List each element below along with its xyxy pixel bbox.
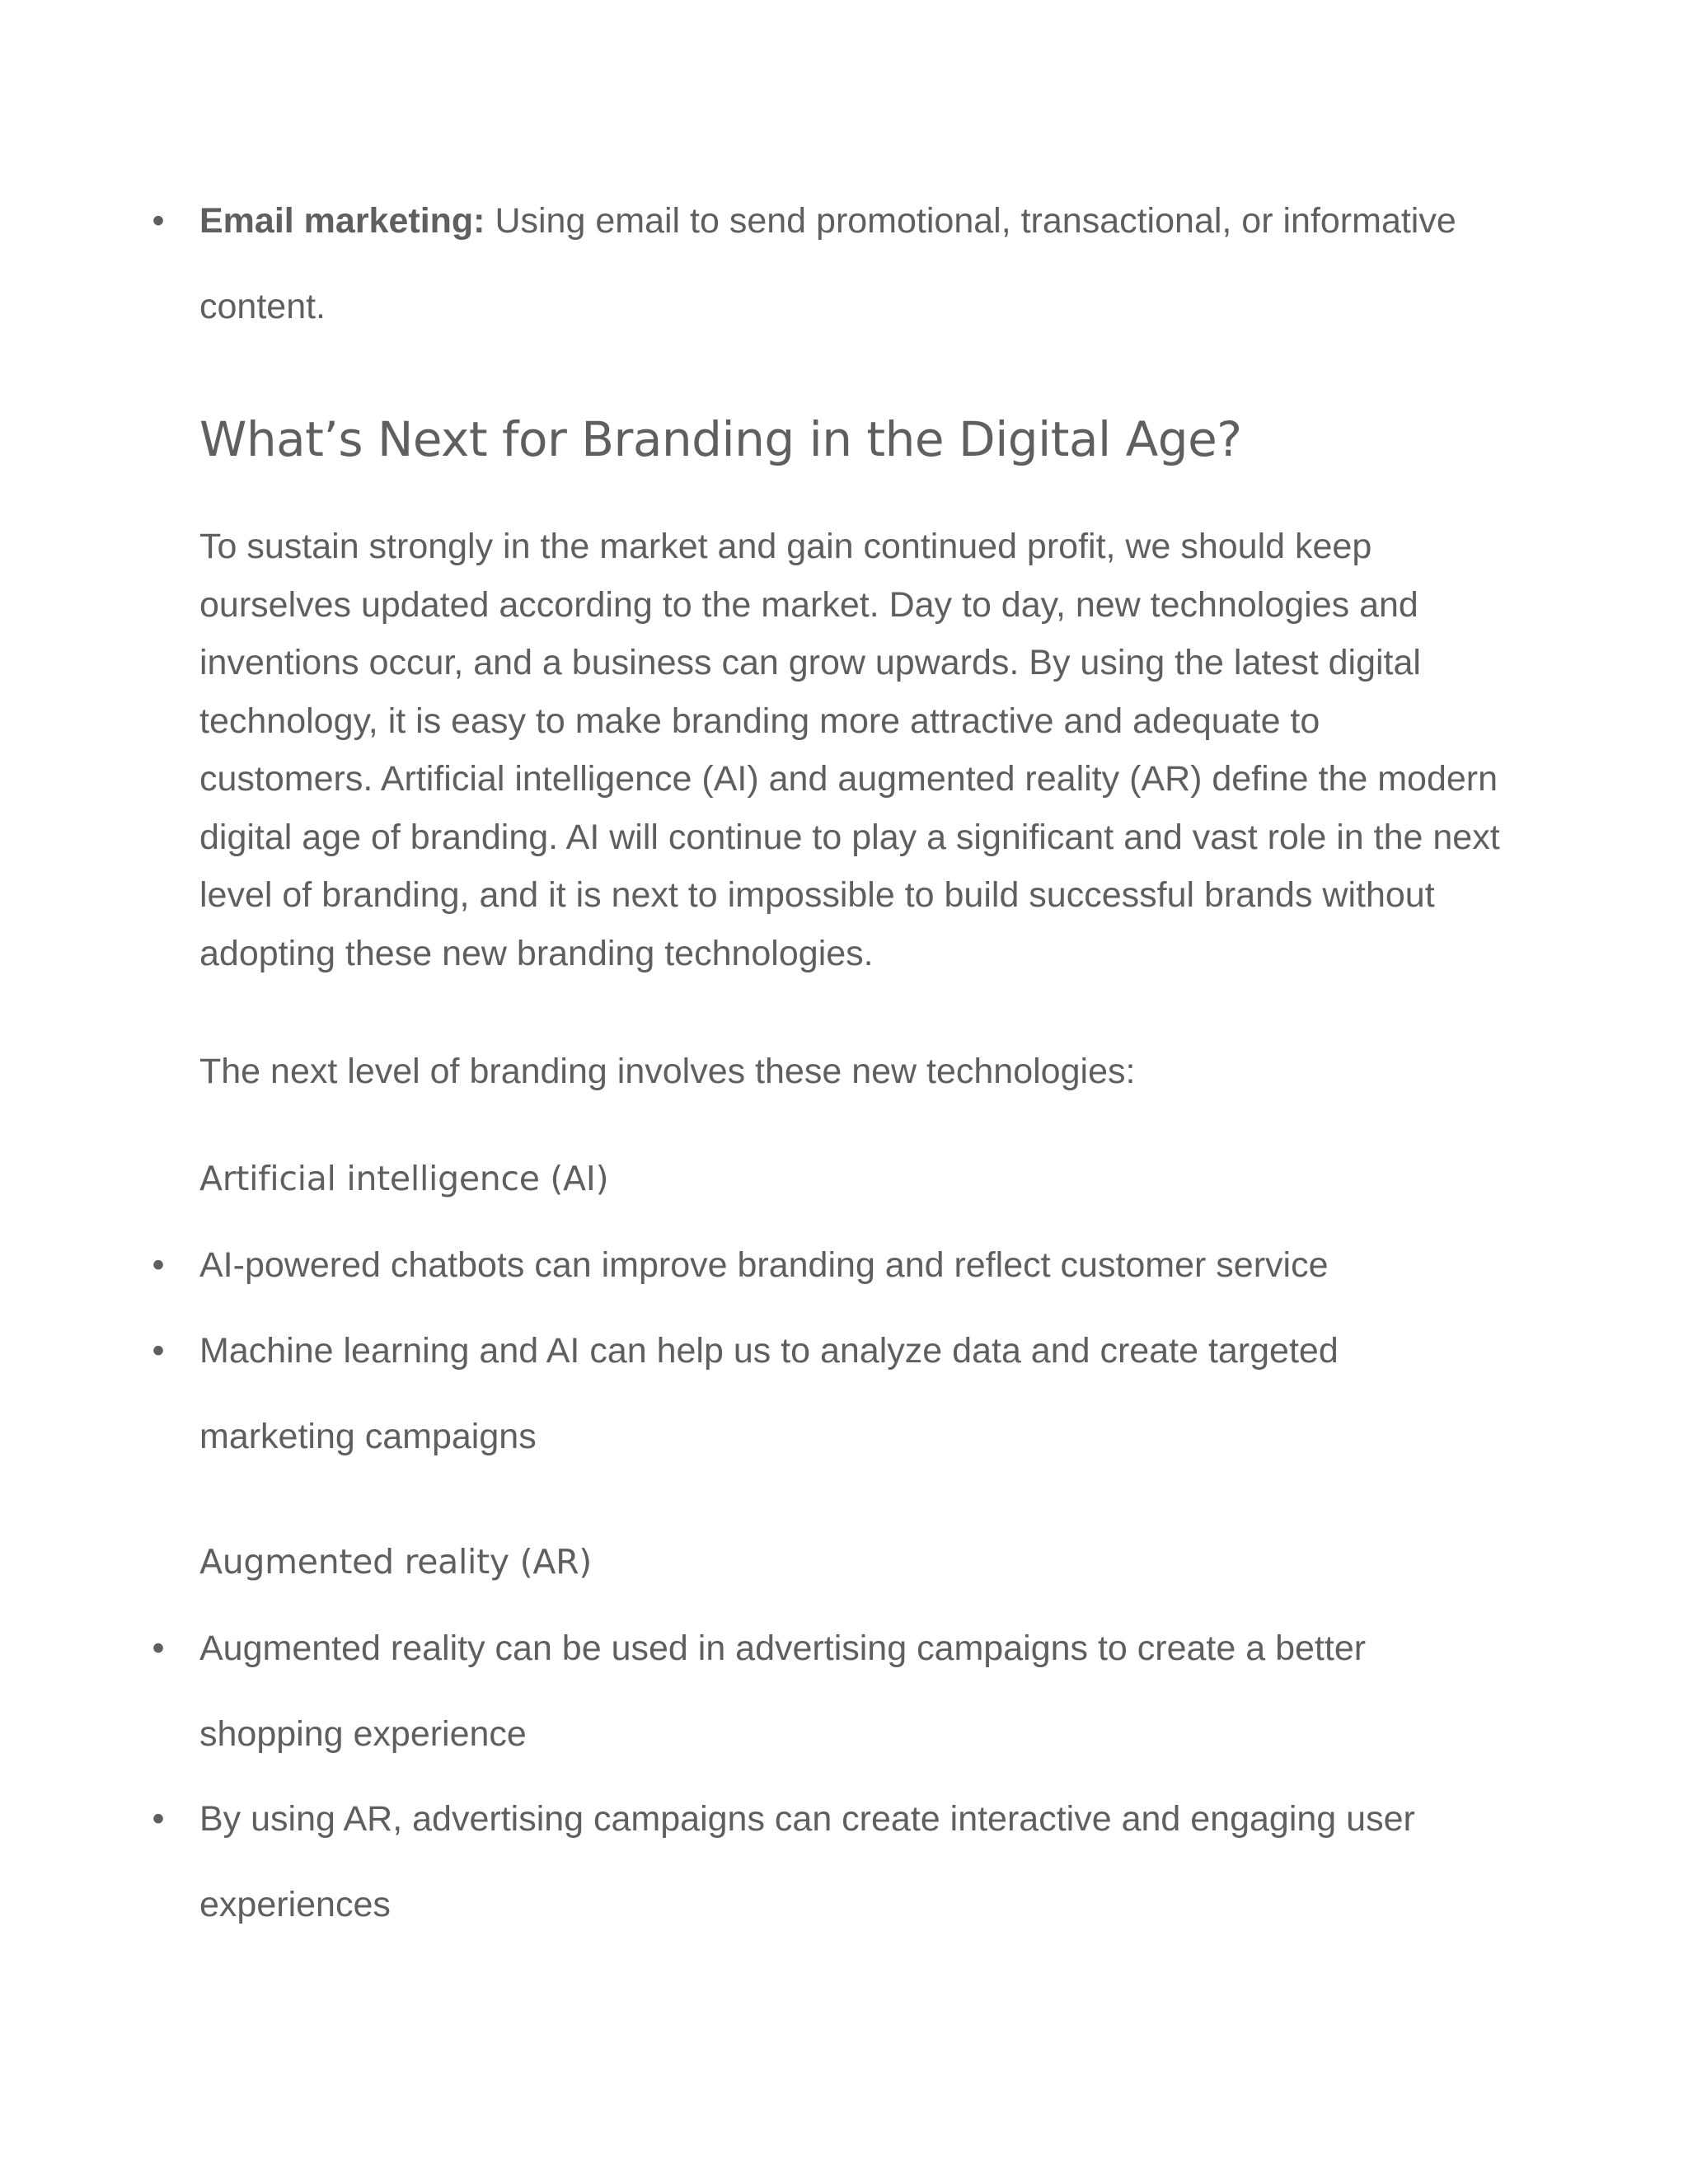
subheading-ar: Augmented reality (AR): [199, 1542, 592, 1582]
list-item-text: AI-powered chatbots can improve branding and reflect customer service: [199, 1245, 1329, 1285]
list-item-text: Machine learning and AI can help us to analyze data and create targeted marketing campaigns: [199, 1331, 1339, 1456]
body-paragraph-intro: The next level of branding involves these new technologies:: [199, 1052, 1136, 1091]
subheading-ai: Artificial intelligence (AI): [199, 1159, 609, 1198]
list-item-text: Using email to send promotional, transactional, or informative content.: [199, 201, 1456, 326]
bullet-icon: •: [152, 1799, 165, 1839]
section-heading: What’s Next for Branding in the Digital Age?: [199, 411, 1242, 467]
body-paragraph: To sustain strongly in the market and gain continued profit, we should keep ourselves updated according to the market. Day to day, new technologies and inventions occur, and a business can grow upwards. By using the latest digital technology, it is easy to make branding more attractive and adequate to customers. Artificial intelligence (AI) and augmented reality (AR) define the modern digital age of branding. AI will continue to play a significant and vast role in the next level of branding, and it is next to impossible to build successful brands without adopting these new branding technologies.: [199, 527, 1500, 973]
list-item-lead: Email marketing:: [199, 201, 485, 241]
list-item-text: By using AR, advertising campaigns can create interactive and engaging user experiences: [199, 1799, 1415, 1924]
bullet-icon: •: [152, 1331, 165, 1371]
list-item-email-marketing: [152, 178, 1493, 349]
list-item: [152, 1605, 1493, 1777]
list-item: [152, 1776, 1493, 1947]
bullet-icon: •: [152, 1629, 165, 1668]
bullet-icon: •: [152, 201, 165, 241]
bullet-icon: •: [152, 1245, 165, 1285]
list-item-text: Augmented reality can be used in advertising campaigns to create a better shopping experience: [199, 1629, 1367, 1754]
list-item: [152, 1308, 1493, 1479]
list-item: [152, 1222, 1493, 1308]
